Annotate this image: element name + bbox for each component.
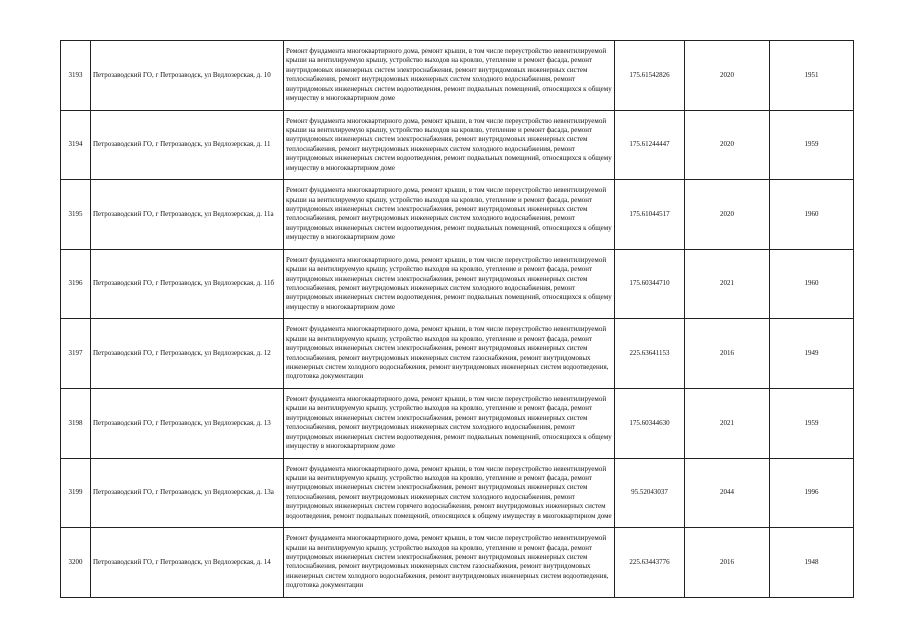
- built-year-cell: 1959: [770, 110, 854, 180]
- works-cell: Ремонт фундамента многоквартирного дома, ремонт крыши, в том числе переустройство невентилируемой крыши на вентилируемую крышу, устройство выходов на кровлю, утепление и ремонт фасада, ремонт внутридомовых инженерных систем электроснабжения, ремонт внутридомовых инженерных систем теплоснабжения, ремонт внутридомовых инженерных систем холодного водоснабжения, ремонт внутридомовых инженерных систем водоотведения, ремонт подвальных помещений, относящихся к общему имуществу в многоквартирном доме: [284, 249, 615, 319]
- row-number: 3197: [61, 319, 91, 389]
- address-cell: Петрозаводский ГО, г Петрозаводск, ул Ведлозерская, д. 12: [91, 319, 284, 389]
- repair-year-cell: 2044: [685, 458, 770, 528]
- works-cell: Ремонт фундамента многоквартирного дома, ремонт крыши, в том числе переустройство невентилируемой крыши на вентилируемую крышу, устройство выходов на кровлю, утепление и ремонт фасада, ремонт внутридомовых инженерных систем электроснабжения, ремонт внутридомовых инженерных систем теплоснабжения, ремонт внутридомовых инженерных систем холодного водоснабжения, ремонт внутридомовых инженерных систем водоотведения, ремонт подвальных помещений, относящихся к общему имуществу в многоквартирном доме: [284, 41, 615, 111]
- table-row: [61, 319, 854, 389]
- row-number: 3194: [61, 110, 91, 180]
- capital-repair-table: [60, 40, 854, 598]
- built-year-cell: 1951: [770, 41, 854, 111]
- cost-cell: 175.60344710: [615, 249, 685, 319]
- repair-year-cell: 2016: [685, 319, 770, 389]
- address-cell: Петрозаводский ГО, г Петрозаводск, ул Ведлозерская, д. 11: [91, 110, 284, 180]
- built-year-cell: 1996: [770, 458, 854, 528]
- row-number: 3198: [61, 388, 91, 458]
- repair-year-cell: 2020: [685, 110, 770, 180]
- table-row: [61, 41, 854, 111]
- table-row: [61, 458, 854, 528]
- address-cell: Петрозаводский ГО, г Петрозаводск, ул Ведлозерская, д. 11а: [91, 180, 284, 250]
- row-number: 3195: [61, 180, 91, 250]
- cost-cell: 175.61044517: [615, 180, 685, 250]
- table-row: [61, 249, 854, 319]
- cost-cell: 95.52043037: [615, 458, 685, 528]
- built-year-cell: 1949: [770, 319, 854, 389]
- table-row: [61, 110, 854, 180]
- works-cell: Ремонт фундамента многоквартирного дома, ремонт крыши, в том числе переустройство невентилируемой крыши на вентилируемую крышу, устройство выходов на кровлю, утепление и ремонт фасада, ремонт внутридомовых инженерных систем электроснабжения, ремонт внутридомовых инженерных систем теплоснабжения, ремонт внутридомовых инженерных систем холодного водоснабжения, ремонт внутридомовых инженерных систем водоотведения, ремонт подвальных помещений, относящихся к общему имуществу в многоквартирном доме: [284, 388, 615, 458]
- table-row: [61, 388, 854, 458]
- works-cell: Ремонт фундамента многоквартирного дома, ремонт крыши, в том числе переустройство невентилируемой крыши на вентилируемую крышу, устройство выходов на кровлю, утепление и ремонт фасада, ремонт внутридомовых инженерных систем электроснабжения, ремонт внутридомовых инженерных систем теплоснабжения, ремонт внутридомовых инженерных систем газоснабжения, ремонт внутридомовых инженерных систем холодного водоснабжения, ремонт внутридомовых инженерных систем водоотведения, подготовка документации: [284, 528, 615, 598]
- works-cell: Ремонт фундамента многоквартирного дома, ремонт крыши, в том числе переустройство невентилируемой крыши на вентилируемую крышу, устройство выходов на кровлю, утепление и ремонт фасада, ремонт внутридомовых инженерных систем электроснабжения, ремонт внутридомовых инженерных систем теплоснабжения, ремонт внутридомовых инженерных систем холодного водоснабжения, ремонт внутридомовых инженерных систем водоотведения, ремонт подвальных помещений, относящихся к общему имуществу в многоквартирном доме: [284, 110, 615, 180]
- built-year-cell: 1948: [770, 528, 854, 598]
- row-number: 3200: [61, 528, 91, 598]
- repair-year-cell: 2021: [685, 249, 770, 319]
- row-number: 3199: [61, 458, 91, 528]
- cost-cell: 225.63641153: [615, 319, 685, 389]
- repair-year-cell: 2021: [685, 388, 770, 458]
- works-cell: Ремонт фундамента многоквартирного дома, ремонт крыши, в том числе переустройство невентилируемой крыши на вентилируемую крышу, устройство выходов на кровлю, утепление и ремонт фасада, ремонт внутридомовых инженерных систем электроснабжения, ремонт внутридомовых инженерных систем теплоснабжения, ремонт внутридомовых инженерных систем газоснабжения, ремонт внутридомовых инженерных систем холодного водоснабжения, ремонт внутридомовых инженерных систем водоотведения, подготовка документации: [284, 319, 615, 389]
- table-row: [61, 528, 854, 598]
- table-row: [61, 180, 854, 250]
- table-body: [61, 41, 854, 598]
- built-year-cell: 1960: [770, 249, 854, 319]
- row-number: 3196: [61, 249, 91, 319]
- repair-year-cell: 2020: [685, 41, 770, 111]
- works-cell: Ремонт фундамента многоквартирного дома, ремонт крыши, в том числе переустройство невентилируемой крыши на вентилируемую крышу, устройство выходов на кровлю, утепление и ремонт фасада, ремонт внутридомовых инженерных систем электроснабжения, ремонт внутридомовых инженерных систем теплоснабжения, ремонт внутридомовых инженерных систем холодного водоснабжения, ремонт внутридомовых инженерных систем водоотведения, ремонт подвальных помещений, относящихся к общему имуществу в многоквартирном доме: [284, 180, 615, 250]
- cost-cell: 175.60344630: [615, 388, 685, 458]
- address-cell: Петрозаводский ГО, г Петрозаводск, ул Ведлозерская, д. 11б: [91, 249, 284, 319]
- cost-cell: 225.63443776: [615, 528, 685, 598]
- repair-year-cell: 2020: [685, 180, 770, 250]
- cost-cell: 175.61542826: [615, 41, 685, 111]
- repair-year-cell: 2016: [685, 528, 770, 598]
- built-year-cell: 1959: [770, 388, 854, 458]
- address-cell: Петрозаводский ГО, г Петрозаводск, ул Ведлозерская, д. 14: [91, 528, 284, 598]
- row-number: 3193: [61, 41, 91, 111]
- cost-cell: 175.61244447: [615, 110, 685, 180]
- address-cell: Петрозаводский ГО, г Петрозаводск, ул Ведлозерская, д. 13: [91, 388, 284, 458]
- address-cell: Петрозаводский ГО, г Петрозаводск, ул Ведлозерская, д. 10: [91, 41, 284, 111]
- works-cell: Ремонт фундамента многоквартирного дома, ремонт крыши, в том числе переустройство невентилируемой крыши на вентилируемую крышу, устройство выходов на кровлю, утепление и ремонт фасада, ремонт внутридомовых инженерных систем электроснабжения, ремонт внутридомовых инженерных систем теплоснабжения, ремонт внутридомовых инженерных систем холодного водоснабжения, ремонт внутридомовых инженерных систем горячего водоснабжения, ремонт внутридомовых инженерных систем водоотведения, ремонт подвальных помещений, относящихся к общему имуществу в многоквартирном доме: [284, 458, 615, 528]
- address-cell: Петрозаводский ГО, г Петрозаводск, ул Ведлозерская, д. 13а: [91, 458, 284, 528]
- built-year-cell: 1960: [770, 180, 854, 250]
